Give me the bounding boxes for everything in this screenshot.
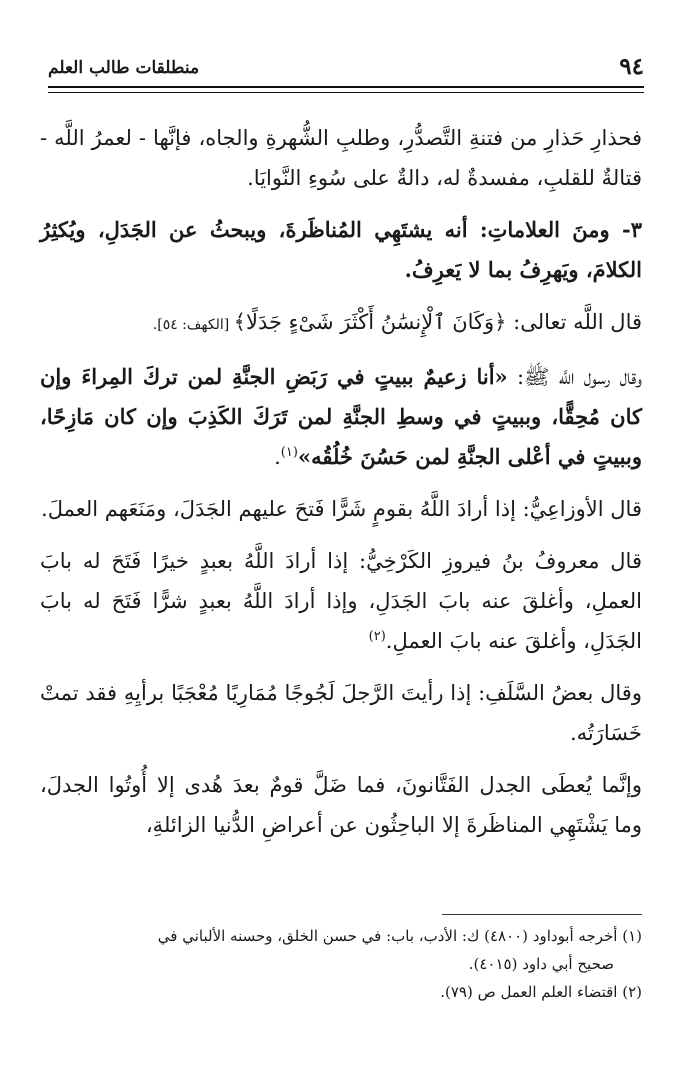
paragraph-quran-quote [40, 302, 642, 345]
footnote-1: (١) أخرجه أبوداود (٤٨٠٠) ك: الأدب، باب: في حسن الخلق، وحسنه الألباني في [157, 927, 642, 945]
paragraph-hadith: وقال رسول اللَّه ﷺ: «أنا زعيمٌ ببيتٍ في رَبَضِ الجنَّةِ لمن تركَ المِراءَ وإن كان مُحِقًّا، وببيتٍ في وسطِ الجنَّةِ لمن تَرَكَ الكَذِبَ وإن كان مَازِحًا، وببيتٍ في أعْلى الجنَّةِ لمن حَسُنَ خُلُقُه»$^{(١)}$. [40, 364, 642, 469]
quran-verse: ﴿وَكَانَ ٱلْإِنسَٰنُ أَكْثَرَ شَىْءٍ جَدَلًا﴾ [233, 310, 507, 334]
quote-intro: قال اللَّه تعالى: [506, 310, 642, 334]
footnotes [40, 922, 642, 1006]
page-number: ٩٤ [619, 53, 644, 80]
paragraph-salaf: وقال بعضُ السَّلَفِ: إذا رأيتَ الرَّجلَ لَجُوجًا مُمَارِيًا مُعْجَبًا برأيِهِ فقد تمتْ خَسَارَتُه. [40, 681, 642, 745]
paragraph-awzai: قال الأوزاعِيُّ: إذا أرادَ اللَّهُ بقومٍ شَرًّا فَتحَ عليهم الجَدَلَ، ومَنَعَهم العملَ. [41, 497, 642, 521]
footnote-marker-1: (١) [280, 445, 298, 460]
header-rule-thin [48, 92, 644, 93]
header-rule-thick [48, 86, 644, 88]
hadith-text: «أنا زعيمٌ ببيتٍ في رَبَضِ الجنَّةِ لمن تركَ المِراءَ وإن كان مُحِقًّا، وببيتٍ في وسطِ الجنَّةِ لمن تَرَكَ الكَذِبَ وإن كان مَازِحًا، وببيتٍ في أعْلى الجنَّةِ لمن حَسُنَ خُلُقُه» [40, 364, 642, 469]
body-text [40, 118, 642, 857]
maruf-quote: قال معروفُ بنُ فيروزِ الكَرْخِيُّ: إذا أرادَ اللَّهُ بعبدٍ خيرًا فَتَحَ له بابَ العملِ، وأغلقَ عنه بابَ الجَدَلِ، وإذا أرادَ اللَّهُ بعبدٍ شرًّا فَتَحَ له بابَ الجَدَلِ، وأغلقَ عنه بابَ العملِ. [40, 549, 642, 653]
paragraph-fame-warning: فحذارِ حَذارِ من فتنةِ التَّصدُّرِ، وطلبِ الشُّهرةِ والجاه، فإنَّها - لعمرُ اللَّه - قتالةٌ للقلبِ، مفسدةٌ له، دالةٌ على سُوءِ النَّوايَا. [40, 126, 642, 190]
paragraph-argument: وإنَّما يُعطَى الجدل الفَتَّانونَ، فما ضَلَّ قومٌ بعدَ هُدى إلا أُوتُوا الجدلَ، وما يَشْتَهِي المناظَرةَ إلا الباحِثُون عن أعراضِ الدُّنيا الزائلةِ، [40, 773, 642, 837]
paragraph-maruf [40, 541, 642, 661]
paragraph-sign-three: ٣- ومنَ العلاماتِ: أنه يشتَهِي المُناظَرةَ، ويبحثُ عن الجَدَلِ، ويُكثِرُ الكلامَ، ويَهرِفُ بما لا يَعرِفُ. [40, 217, 642, 282]
page-header [48, 50, 644, 88]
verse-reference: [الكهف: ٥٤]. [152, 317, 234, 333]
footnote-2: (٢) اقتضاء العلم العمل ص (٧٩). [440, 983, 642, 1001]
footnote-marker-2: (٢) [368, 629, 386, 644]
footnote-separator [442, 914, 642, 915]
running-title: منطلقات طالب العلم [48, 58, 200, 78]
footnote-1-continuation: صحيح أبي داود (٤٠١٥). [468, 955, 614, 973]
hadith-intro: وقال رسول اللَّه ﷺ: [507, 365, 642, 389]
